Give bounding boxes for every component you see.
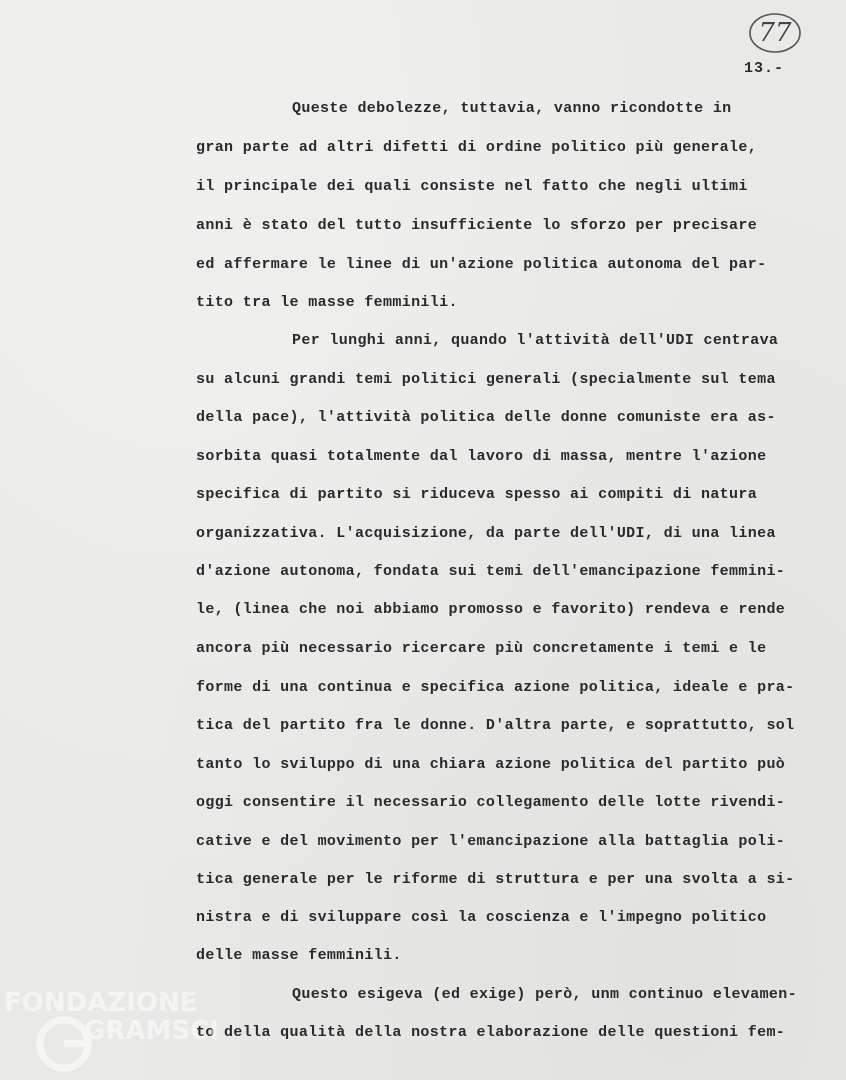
text-line: della pace), l'attività politica delle donne comuniste era as- — [196, 409, 776, 426]
text-line: anni è stato del tutto insufficiente lo sforzo per precisare — [196, 217, 758, 234]
text-line: Per lunghi anni, quando l'attività dell'UDI centrava — [292, 332, 779, 349]
text-line: sorbita quasi totalmente dal lavoro di massa, mentre l'azione — [196, 448, 767, 465]
text-line: Queste debolezze, tuttavia, vanno ricondotte in — [292, 100, 732, 117]
text-line: to della qualità della nostra elaborazione delle questioni fem- — [196, 1024, 786, 1041]
text-line: d'azione autonoma, fondata sui temi dell'emancipazione femmini- — [196, 563, 786, 580]
text-line: oggi consentire il necessario collegamento delle lotte rivendi- — [196, 794, 786, 811]
watermark-line1: FONDAZIONE — [4, 988, 198, 1018]
text-line: ed affermare le linee di un'azione politica autonoma del par- — [196, 256, 767, 273]
archive-number-stamp — [748, 11, 802, 55]
text-line: gran parte ad altri difetti di ordine politico più generale, — [196, 139, 758, 156]
fondazione-gramsci-watermark — [4, 988, 219, 1076]
text-line: specifica di partito si riduceva spesso ai compiti di natura — [196, 486, 758, 503]
text-line: su alcuni grandi temi politici generali (specialmente sul tema — [196, 371, 776, 388]
watermark-line2: GRAMSCI — [84, 1016, 219, 1046]
text-line: forme di una continua e specifica azione politica, ideale e pra- — [196, 679, 795, 696]
text-line: nistra e di sviluppare così la coscienza e l'impegno politico — [196, 909, 767, 926]
text-line: organizzativa. L'acquisizione, da parte dell'UDI, di una linea — [196, 525, 776, 542]
text-line: cative e del movimento per l'emancipazione alla battaglia poli- — [196, 833, 786, 850]
text-line: tanto lo sviluppo di una chiara azione politica del partito può — [196, 756, 786, 773]
text-line: tica del partito fra le donne. D'altra parte, e soprattutto, sol — [196, 717, 795, 734]
text-line: tito tra le masse femminili. — [196, 294, 458, 311]
text-line: Questo esigeva (ed exige) però, unm continuo elevamen- — [292, 986, 797, 1003]
text-line: ancora più necessario ricercare più concretamente i temi e le — [196, 640, 767, 657]
page-number: 13.- — [744, 60, 785, 77]
text-line: tica generale per le riforme di struttura e per una svolta a si- — [196, 871, 795, 888]
archive-number: 77 — [758, 18, 792, 48]
text-line: delle masse femminili. — [196, 947, 402, 964]
text-line: il principale dei quali consiste nel fatto che negli ultimi — [196, 178, 748, 195]
text-line: le, (linea che noi abbiamo promosso e favorito) rendeva e rende — [196, 601, 786, 618]
